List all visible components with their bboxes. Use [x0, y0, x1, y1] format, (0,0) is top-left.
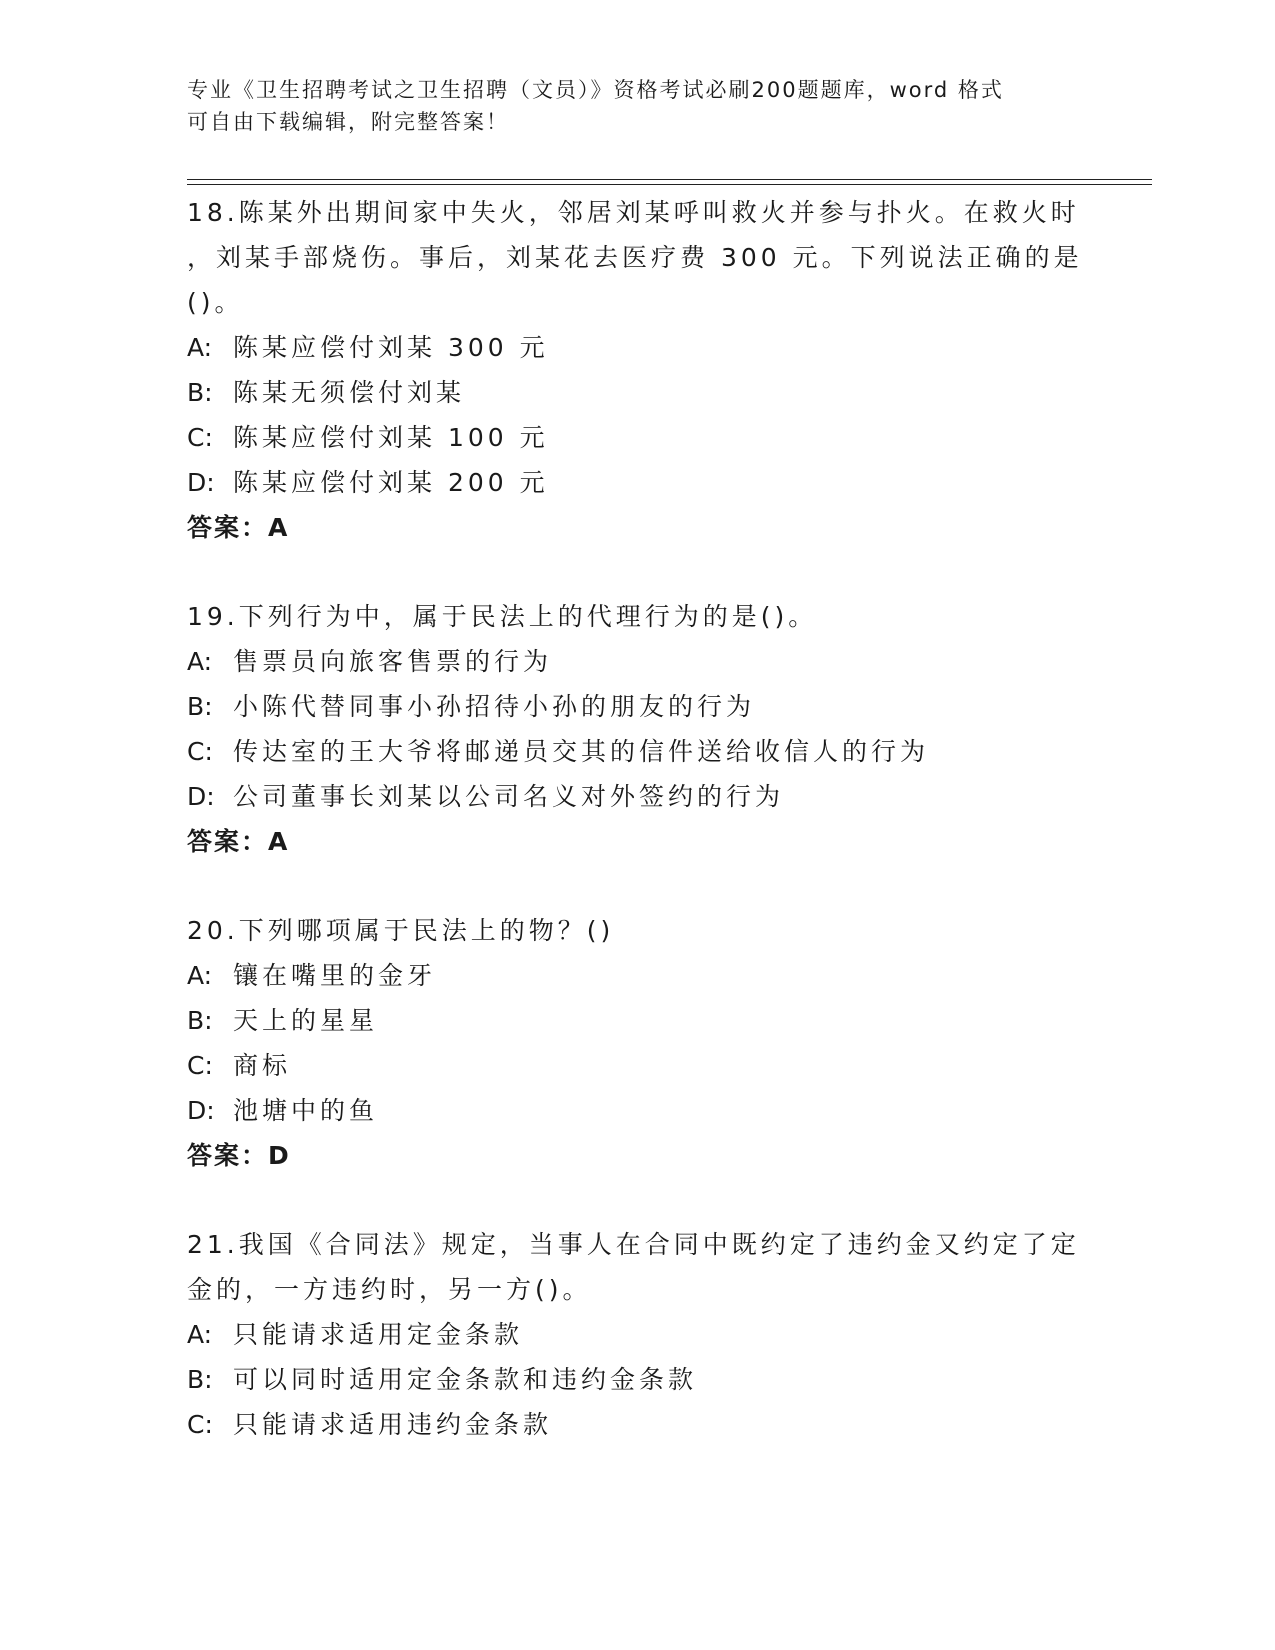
header-title-line-2: 可自由下载编辑，附完整答案！	[187, 110, 509, 134]
question-20-answer: 答案：D	[187, 1141, 291, 1170]
question-18	[187, 190, 1087, 550]
option-text: 公司董事长刘某以公司名义对外签约的行为	[233, 782, 785, 811]
question-18-option-b	[187, 370, 1087, 415]
header-title-line-1: 专业《卫生招聘考试之卫生招聘（文员）》资格考试必刷200题题库，word 格式	[187, 78, 1004, 102]
question-20-option-a	[187, 953, 1087, 998]
question-18-answer: 答案：A	[187, 513, 290, 542]
option-letter: B:	[187, 378, 213, 407]
option-letter: A:	[187, 961, 213, 990]
option-text: 可以同时适用定金条款和违约金条款	[233, 1365, 698, 1394]
option-text: 陈某应偿付刘某 100 元	[233, 423, 549, 452]
option-letter: D:	[187, 468, 215, 497]
option-text: 陈某应偿付刘某 300 元	[233, 333, 549, 362]
question-list	[187, 190, 1087, 1447]
question-18-option-a	[187, 325, 1087, 370]
option-text: 天上的星星	[233, 1006, 379, 1035]
option-letter: C:	[187, 423, 213, 452]
option-text: 传达室的王大爷将邮递员交其的信件送给收信人的行为	[233, 737, 930, 766]
question-21-option-a	[187, 1312, 1087, 1357]
option-text: 池塘中的鱼	[233, 1096, 379, 1125]
question-18-option-d	[187, 460, 1087, 505]
option-text: 镶在嘴里的金牙	[233, 961, 437, 990]
question-19-option-d	[187, 774, 1087, 819]
question-18-text-line-1: 18.陈某外出期间家中失火，邻居刘某呼叫救火并参与扑火。在救火时	[187, 198, 1080, 227]
option-text: 陈某应偿付刘某 200 元	[233, 468, 549, 497]
question-21-text-line-2: 金的，一方违约时，另一方()。	[187, 1275, 592, 1304]
question-21-option-c	[187, 1402, 1087, 1447]
question-20-option-c	[187, 1043, 1087, 1088]
option-text: 商标	[233, 1051, 292, 1080]
option-letter: D:	[187, 782, 215, 811]
option-text: 只能请求适用定金条款	[233, 1320, 524, 1349]
option-letter: D:	[187, 1096, 215, 1125]
question-19-text-line-1: 19.下列行为中，属于民法上的代理行为的是()。	[187, 602, 818, 631]
option-letter: B:	[187, 1365, 213, 1394]
header-divider-top	[187, 179, 1152, 180]
option-letter: C:	[187, 1410, 213, 1439]
question-19-answer: 答案：A	[187, 827, 290, 856]
option-letter: C:	[187, 737, 213, 766]
question-21	[187, 1222, 1087, 1447]
question-20-text-line-1: 20.下列哪项属于民法上的物？()	[187, 916, 615, 945]
spacer	[187, 1178, 1087, 1222]
option-letter: B:	[187, 1006, 213, 1035]
document-header	[187, 74, 1087, 138]
header-divider-bottom	[187, 184, 1152, 185]
question-20-option-b	[187, 998, 1087, 1043]
question-19-option-c	[187, 729, 1087, 774]
question-21-text-line-1: 21.我国《合同法》规定，当事人在合同中既约定了违约金又约定了定	[187, 1230, 1080, 1259]
question-19-option-a	[187, 639, 1087, 684]
question-20	[187, 908, 1087, 1178]
option-letter: A:	[187, 647, 213, 676]
question-21-option-b	[187, 1357, 1087, 1402]
question-19-option-b	[187, 684, 1087, 729]
spacer	[187, 550, 1087, 594]
option-letter: B:	[187, 692, 213, 721]
option-text: 小陈代替同事小孙招待小孙的朋友的行为	[233, 692, 756, 721]
question-18-text-line-2: ，刘某手部烧伤。事后，刘某花去医疗费 300 元。下列说法正确的是	[187, 243, 1083, 272]
option-text: 只能请求适用违约金条款	[233, 1410, 553, 1439]
question-18-option-c	[187, 415, 1087, 460]
question-19	[187, 594, 1087, 864]
question-18-text-line-3: ()。	[187, 288, 244, 317]
spacer	[187, 864, 1087, 908]
option-text: 售票员向旅客售票的行为	[233, 647, 553, 676]
option-letter: A:	[187, 1320, 213, 1349]
question-20-option-d	[187, 1088, 1087, 1133]
option-text: 陈某无须偿付刘某	[233, 378, 466, 407]
option-letter: A:	[187, 333, 213, 362]
option-letter: C:	[187, 1051, 213, 1080]
